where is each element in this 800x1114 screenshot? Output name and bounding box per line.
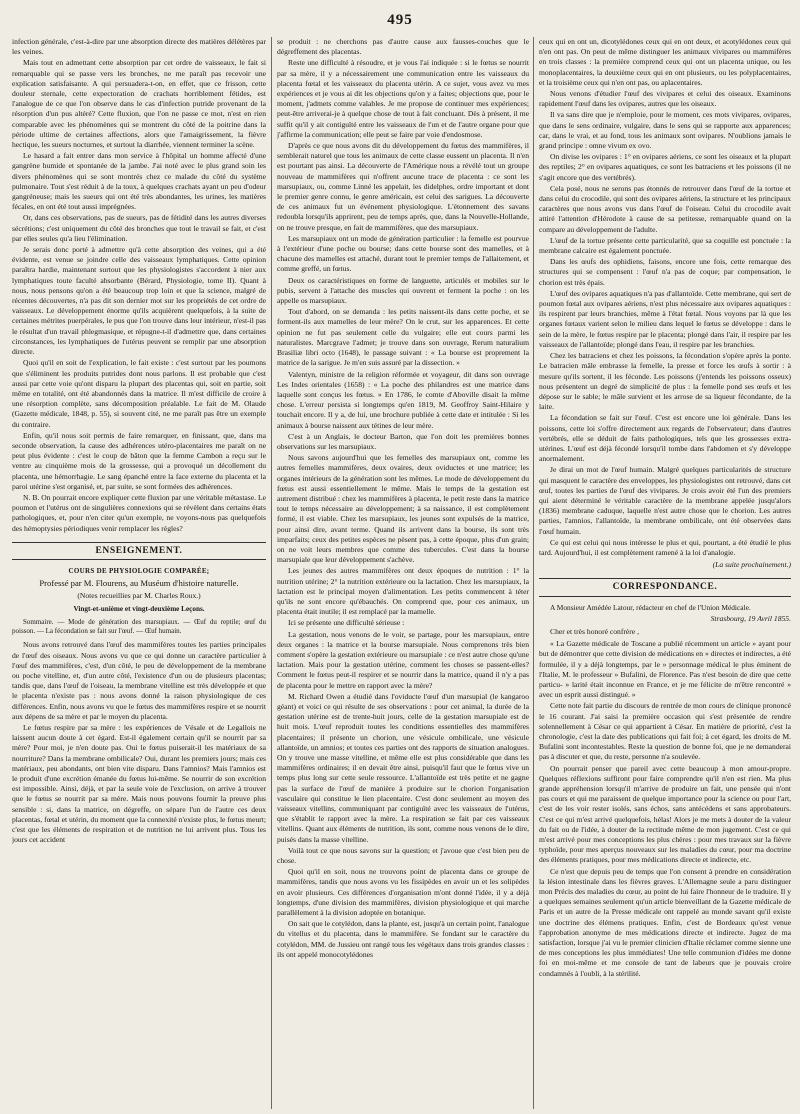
paragraph: On sait que le cotylédon, dans la plante, est, jusqu'à un certain point, l'analogue du vitellus et du placenta, dans le mammifère. Se fondant sur le caractère du cotylédon, MM. de Jussieu ont rangé tous les végétaux dans trois grandes classes : ils ont appelé monocotylédones: [277, 919, 529, 959]
column-rule-right: [533, 37, 534, 1109]
paragraph: L'œuf des ovipares aquatiques n'a pas d'allantoïde. Cette membrane, qui sert de poumon fœtal aux ovipares aériens, n'est plus nécessaire aux ovipares aquatiques : ils respirent par leurs branchies, même à l'état fœtal. Nous voyons par là que les organes fœtaux varient selon le milieu dans lequel le fœtus se développe : dans le sein de la mère, le fœtus respire par le placenta; plongé dans l'air, il respire par les vaisseaux de l'allantoïde; plongé dans l'eau, il respire par les branchies.: [539, 288, 791, 349]
paragraph: Je dirai un mot de l'œuf humain. Malgré quelques particularités de structure qui masquent le caractère des enveloppes, les physiologistes ont retrouvé, dans cet œuf, toutes les parties de l'œuf des vivipares. Je crois avoir été l'un des premiers qui aient déterminé le véritable caractère de la membrane appelée jusqu'alors (1836) membrane caduque, laquelle n'est autre chose que le chorion. Les autres parties, l'amnios, l'allantoïde, la membrane ombilicale, ont été observées dans l'œuf humain.: [539, 465, 791, 536]
lecture-numbers: Vingt-et-unième et vingt-deuxième Leçons.: [73, 605, 205, 614]
paragraph: Je serais donc porté à admettre qu'à cette absorption des veines, qui a été évidente, est venue se joindre celle des vaisseaux lymphatiques. Cette opinion paraîtra hardie, maintenant surtout que les physiologistes s'accordent à nier aux lymphatiques toute faculté absorbante (Bérard, Physiologie, tome II). Quant à nous, nous pensons qu'on a été beaucoup trop loin et que la science, malgré de récentes découvertes, n'a pas dit son dernier mot sur les propriétés de cet ordre de vaisseaux. Le développement énorme qu'ils acquièrent quelquefois, à la suite de certaines métrites puerpérales, le pus que l'on trouve dans leur intérieur, n'est-il pas le résultat d'un travail phlegmasique, et répugne-t-il d'admettre que, dans certaines circonstances, les lymphatiques de l'utérus peuvent se remplir par une absorption directe.: [12, 245, 266, 357]
paragraph: Mais tout en admettant cette absorption par cet ordre de vaisseaux, le fait si remarquable qui se passe vers les bronches, ne me paraît pas recevoir une explication satisfaisante. A qui persuadera-t-on, en effet, que ce frisson, cette douleur sternale, cette expectoration de crachats horriblement fétides, est l'analogue de ce que l'on observe dans le cas d'infection putride provenant de la résorption d'un pus altéré? Cette fluxion, que l'on ne passe ce mot, n'est en rien comparable avec les phénomènes qui se montrent du côté de la poitrine dans la période ultime de certaines affections, alors que l'amaigrissement, la fièvre hectique, les sueurs nocturnes, et surtout la diarrhée, viennent terminer la scène.: [12, 58, 266, 150]
paragraph: Deux os caractéristiques en forme de languette, articulés et mobiles sur le pubis, servent à l'attache des muscles qui ouvrent et ferment la poche : on les appelle os marsupiaux.: [277, 275, 529, 306]
paragraph: Reste une difficulté à résoudre, et je vous l'ai indiquée : si le fœtus se nourrit par sa mère, il y a nécessairement une communication entre les vaisseaux du placenta fœtal et les vaisseaux du placenta utérin. A ce sujet, vous avez vu mes expériences et je vous ai dit les objections qu'on y a faites; objections que, pour le moment, j'admets comme valables. Je me propose de continuer mes expériences; peut-être arriverai-je à quelque chose de tout à fait concluant. Dès à présent, il me suffit qu'il y ait contiguïté entre les vaisseaux de l'un et de l'autre organe pour que j'affirme la communication; elle peut se faire par voie d'endosmose.: [277, 58, 529, 139]
paragraph: On pourrait penser que pareil avec cette beaucoup à mon amour-propre. Quelques réflexions suffiront pour faire comprendre qu'il n'en est rien. Ma plus grande appréhension lorsqu'il m'arrive de produire un fait, une pensée qui n'ont pas cours et qui me paraissent de quelque importance pour la science ou pour l'art, c'est de les voir rester isolés, sans échos, sans antécédens et sans approbateurs. C'est ce qui m'est arrivé quelquefois, hélas! Alors je me mets à douter de la valeur du fait ou de l'idée, à douter de la rectitude même de mon jugement. C'est ce qui m'est arrivé pour mes conceptions les plus chères : pour mes travaux sur la fièvre typhoïde, pour mes aperçus nouveaux sur les maladies du cœur, pour ma doctrine des éléments pratiques, pour mes médications directe et indirecte, etc.: [539, 763, 791, 865]
section-title-correspondance: CORRESPONDANCE.: [539, 578, 791, 596]
paragraph: Le fœtus respire par sa mère : les expériences de Vésale et de Legallois ne laissent aucun doute à cet égard. Est-il également certain qu'il se nourrit par sa mère? Pour moi, je n'en doute pas. Oui le fœtus puiserait-il les matériaux de sa nourriture? Dans la membrane ombilicale? Oui, durant les premiers jours; mais ces matériaux, peu abondants, ont bien vite disparu. Dans l'amnios? Mais l'amnios est le produit d'une excrétion émanée du fœtus lui-même. Se nourrir de son excrétion est impossible. Ainsi, déjà, et par la seule voie de l'exclusion, on arrive à trouver que le fœtus se nourrit par sa mère. Mais nous pouvons fournir la preuve plus sensible : si, dans la matrice, on dégreffe, on sépare l'un de l'autre ces deux placentas, fœtal et utérin, du moment que la connexité n'existe plus, le fœtus meurt; c'est que les éléments de respiration et de nutrition ne lui arrivent plus. Tous les jours cet accident: [12, 723, 266, 845]
paragraph: Chez les batraciens et chez les poissons, la fécondation s'opère après la ponte. Le batracien mâle embrasse la femelle, la presse et force les œufs à sortir : à mesure qu'ils sortent, il les féconde. Les poissons (j'entends les poissons osseux) nous présentent un degré de simplicité de plus : la femelle pond ses œufs et les dépose sur le sable; le mâle survient et les arrose de sa liqueur fécondante, de la laite.: [539, 351, 791, 412]
paragraph: On divise les ovipares : 1° en ovipares aériens, ce sont les oiseaux et la plupart des reptiles; 2° en ovipares aquatiques, ce sont les batraciens et les poissons (il ne s'agit encore que des vertébrés).: [539, 152, 791, 182]
paragraph: Les marsupiaux ont un mode de génération particulier : la femelle est pourvue à l'extérieur d'une poche ou bourse; dans cette bourse sont des mamelles, et à chacune des mamelles est attaché, durant tout le premier temps de l'allaitement, et comme greffé, un fœtus.: [277, 233, 529, 274]
letter-addressee: A Monsieur Amédée Latour, rédacteur en chef de l'Union Médicale.: [550, 602, 751, 612]
column-middle: [277, 37, 529, 1109]
column-rule-left: [271, 37, 272, 1109]
paragraph: Quoi qu'il en soit, nous ne trouvons point de placenta dans ce groupe de mammifères, tandis que nous avons vu les fissipèdes en avoir un et les solipèdes en avoir plusieurs. Ces différences d'organisation m'ont donné l'idée, il y a déjà longtemps, d'une division des mammifères, division physiologique et qui marche parallèlement à la division adoptée en botanique.: [277, 867, 529, 918]
paragraph: Nous savons aujourd'hui que les femelles des marsupiaux ont, comme les autres femelles mammifères, deux ovaires, deux oviductes et une matrice; les organes intérieurs de la génération sont les mêmes. Le mode de développement du fœtus est aussi essentiellement le même. Mais le temps de la gestation est autrement distribué : chez les mammifères à placenta, le petit reste dans la matrice tout le temps nécessaire au développement; à sa naissance, il est complètement formé, il est viable. Chez les marsupiaux, les jeunes sont expulsés de la matrice, pour ainsi dire, avant terme. Quand ils arrivent dans la bourse, ils sont très imparfaits; ceux des petites espèces ne pèsent pas, à cette époque, plus d'un grain; on ne voit leurs membres que comme des tubercules. C'est dans la bourse marsupiale que leur développement s'achève.: [277, 453, 529, 565]
paragraph: Les jeunes des autres mammifères ont deux époques de nutrition : 1° la nutrition utérine; 2° la nutrition extérieure ou la lactation. Chez les marsupiaux, la lactation est le principal moyen d'alimentation. Les petits commencent à téter qu'ils ne sont encore qu'ébauchés. On comprend que, pour ces animaux, un placenta était inutile; il est remplacé par la mamelle.: [277, 566, 529, 617]
column-left: [12, 37, 266, 1109]
paragraph: Nous venons d'étudier l'œuf des vivipares et celui des oiseaux. Examinons rapidement l'œuf dans les ovipares, autres que les oiseaux.: [539, 89, 791, 109]
paragraph: ceux qui en ont un, dicotylédones ceux qui en ont deux, et acotylédones ceux qui n'en ont pas. On peut de même distinguer les animaux vivipares ou mammifères en trois classes : la première comprend ceux qui ont un placenta unique, ou les monoplacentaires, la deuxième ceux qui en ont plusieurs, ou les polyplacentaires, et la troisième ceux qui n'en ont pas, ou aplacentaires.: [539, 37, 791, 87]
paragraph: Tout d'abord, on se demanda : les petits naissent-ils dans cette poche, et se forment-ils aux mamelles de leur mère? On le crut, sur les apparences. Et cette opinion ne fut pas seulement celle du vulgaire; elle eut cours parmi les naturalistes. Marcgrave l'admet; je trouve dans son ouvrage, Rerum naturalium Brasiliæ libri octo (1648), le passage suivant : « La bourse est proprement la matrice de la sarigue. Je m'en suis assuré par la dissection. »: [277, 307, 529, 368]
paragraph: M. Richard Owen a étudié dans l'oviducte l'œuf d'un marsupial (le kangaroo géant) et voici ce qui résulte de ses observations : pour cet animal, la durée de la gestation utérine est de trente-huit jours, celle de la gestation marsupiale est de huit mois. L'œuf reproduit toutes les conditions essentielles des mammifères placentaires; il présente un chorion, une vésicule ombilicale, une vésicule allantoïde, un amnios; et toutes ces parties ont des rapports de situation analogues. On y trouve une masse vitelline, et même elle est plus considérable que dans les mammifères ordinaires; il en devait être ainsi, puisqu'il faut que le fœtus vive un temps plus long sur cette seule ressource. L'allantoïde est très petite et ne gagne pas la surface de l'œuf de manière à produire sur le chorion l'organisation vasculaire qui constitue le lien placentaire. C'est donc seulement au moyen des vaisseaux vitellins, communiquant par contiguïté avec les vaisseaux de l'utérus, que s'établit le rapport avec la mère. La respiration se fait par ces vaisseaux vitellins. Quant aux éléments de nutrition, ils sont, comme nous venons de le dire, puisés dans la masse vitelline.: [277, 691, 529, 844]
paragraph: Cela posé, nous ne serons pas étonnés de retrouver dans l'œuf de la tortue et dans celui du crocodile, qui sont des ovipares aériens, la structure et les principaux caractères que nous avons vus dans l'œuf de l'oiseau. Celui du crocodile avait attiré l'attention d'Hérodote à cause de sa petitesse, remarquable quand on la compare au développement de l'adulte.: [539, 183, 791, 234]
paragraph: Nous avons retrouvé dans l'œuf des mammifères toutes les parties principales de l'œuf des oiseaux. Nous avons vu que ce qui donne un caractère particulier à l'œuf des mammifères, c'est, d'un côté, le peu de développement de la membrane ou poche vitelline, et, d'un autre côté, l'existence d'un ou de plusieurs placentas; tandis que, dans l'œuf de l'oiseau, la membrane vitelline est très développée et que le placenta n'existe pas : nous avons donné la raison physiologique de ces différences. Enfin, nous avons vu que le fœtus des mammifères respire et se nourrit aux dépens de sa mère et par le moyen du placenta.: [12, 640, 266, 721]
paragraph: Dans les œufs des ophidiens, faisons, encore une fois, cette remarque des structures qui se compensent : l'œuf n'a pas de coque; par compensation, le chorion est très épais.: [539, 257, 791, 287]
to-be-continued: (La suite prochainement.): [712, 560, 791, 570]
paragraph: Ce qui est celui qui nous intéresse le plus et qui, pourtant, a été étudié le plus tard. Aujourd'hui, il est complètement ramené à la loi d'analogie.: [539, 537, 791, 557]
paragraph: N. B. On pourrait encore expliquer cette fluxion par une véritable métastase. Le poumon et l'utérus ont de singulières connexions qui se révèlent dans certains états pathologiques, et, pour n'en citer qu'un exemple, ne voyons-nous pas quelquefois des hémoptysies périodiques venir remplacer les règles?: [12, 492, 266, 533]
section-title-enseignement: ENSEIGNEMENT.: [12, 542, 266, 560]
paragraph: C'est à un Anglais, le docteur Barton, que l'on doit les premières bonnes observations sur les marsupiaux.: [277, 431, 529, 451]
paragraph: L'œuf de la tortue présente cette particularité, que sa coquille est ponctuée : la membrane calcaire est également ponctuée.: [539, 235, 791, 256]
paragraph: Le hasard a fait entrer dans mon service à l'hôpital un homme affecté d'une gangrène humide et spontanée de la jambe. J'ai noté avec le plus grand soin les divers phénomènes qui se sont montrés chez ce malade du côté du système pulmonaire. Tout s'est réduit à de la toux, à quelques crachats ayant un peu d'odeur gangréneuse; mais les sueurs qui ont été très abondantes, les urines, les matières fécales, en ont été tout aussi imprégnées.: [12, 151, 266, 212]
paragraph: infection générale, c'est-à-dire par une absorption directe des matières délétères par les veines.: [12, 37, 266, 57]
column-right: [539, 37, 791, 1109]
paragraph: Ce n'est que depuis peu de temps que l'on consent à prendre en considération la lésion intestinale dans les fièvres graves. L'Allemagne seule a paru distinguer mon Précis des maladies du cœur, au point de lui faire l'honneur de le traduire. Il y a quelques semaines seulement qu'un article bienveillant de la Gazette médicale de Paris et un autre de la Presse médicale ont rappelé au monde savant qu'il existe une doctrine des élémens pratiques. Enfin, c'est de Bordeaux qu'est venue l'approbation anonyme de mes médications directe et indirecte. Jugez de ma satisfaction, lorsque j'ai vu le premier clinicien d'Italie réclamer comme sienne une de mes conceptions les plus immédiates! Une telle communion d'idées me donne foi en moi-même et me console de tant de labeurs que je pouvais croire condamnés à l'oubli, à la stérilité.: [539, 866, 791, 978]
paragraph: Enfin, qu'il nous soit permis de faire remarquer, en finissant, que, dans ma seconde observation, la cause des adhérences utéro-placentaires me paraît on ne peut plus évidente : c'est le coup de bâton que la femme Cambon a reçu sur le ventre au cinquième mois de la grossesse, qui a provoqué un décollement du placenta, une hémorrhagie. Le sang épanché entre la face externe du placenta et la paroi utérine s'est organisé, et, par suite, se sont formées des adhérences.: [12, 430, 266, 491]
paragraph: D'après ce que nous avons dit du développement du fœtus des mammifères, il semblerait naturel que tous les animaux de cette classe eussent un placenta. Il n'en est pourtant pas ainsi. La découverte de l'Amérique nous a révélé tout un groupe nouveau de mammifères qui n'offrent aucune trace de placenta : ce sont les marsupiaux, ou, comme Linné les appelait, les didelphes, ordre important et dont le premier genre connu, le genre américain, est celui des sarigues. La découverte de ces animaux fut un événement physiologique. L'étonnement des savans redoubla lorsqu'ils apprirent, peu de temps après, que, dans la Nouvelle-Hollande, on ne trouve presque, en fait de mammifères, que des marsupiaux.: [277, 141, 529, 232]
professor-line: Professé par M. Flourens, au Muséum d'histoire naturelle.: [39, 578, 239, 589]
notes-credit: (Notes recueillies par M. Charles Roux.): [77, 591, 201, 601]
paragraph: Il va sans dire que je n'emploie, pour le moment, ces mots vivipares, ovipares, que dans le sens ordinaire, vulgaire, dans le sens qui se rapporte aux apparences; car, dans le vrai, et au fond, tous les animaux sont ovipares. N'oublions jamais le grand principe : omne vivum ex ovo.: [539, 110, 791, 151]
paragraph: Voilà tout ce que nous savons sur la question; et j'avoue que c'est bien peu de chose.: [277, 845, 529, 866]
paragraph: La gestation, nous venons de le voir, se partage, pour les marsupiaux, entre deux organes : la matrice et la bourse marsupiale. Nous comprenons très bien comment s'opère la gestation extérieure ou marsupiale : ce n'est autre chose qu'une lactation. Mais pour la gestation utérine, comment les choses se passent-elles? Comment le fœtus peut-il respirer et se nourrir dans la matrice, quand il n'y a pas de placenta pour le mettre en rapport avec la mère?: [277, 629, 529, 690]
course-title: COURS DE PHYSIOLOGIE COMPARÉE;: [68, 566, 210, 575]
paragraph: Quoi qu'il en soit de l'explication, le fait existe : c'est surtout par les poumons que s'éliminent les produits putrides dont nous parlons. Il est probable que c'est aussi par cette voie qu'ont disparu la plupart des placentas qui, soit en partie, soit même en totalité, ont été abandonnés dans la matrice. Il m'est difficile de croire à une résorption complète, sans décomposition préalable. Le fait de M. Olaude (Gazette médicale, 1848, p. 55), si souvent cité, ne me paraît pas être un exemple du contraire.: [12, 358, 266, 429]
paragraph: se produit : ne cherchons pas d'autre cause aux fausses-couches que le dégreffement des placentas.: [277, 37, 529, 57]
paragraph: « La Gazette médicale de Toscane a publié récemment un article » ayant pour but de démontrer que cette division de médications en » directes et indirectes, a été formulée, il y a déjà longtemps, par le » personnage médical le plus éminent de l'Italie, M. le professeur » Bufalini, de Florence. Pas n'est besoin de dire que cette particu- » larité était inconnue en France, et je me félicite de m'être rencontré » avec un esprit aussi distingué. »: [539, 639, 791, 700]
page-number: 495: [387, 12, 413, 28]
summary: Sommaire. — Mode de génération des marsupiaux. — Œuf du reptile; œuf du poisson. — La fécondation se fait sur l'œuf. — Œuf humain.: [12, 617, 266, 635]
paragraph: Valentyn, ministre de la religion réformée et voyageur, dit dans son ouvrage Les Indes orientales (1658) : « La poche des philandres est une matrice dans laquelle sont conçus les fœtus. » En 1786, le comte d'Aboville disait la même chose. L'erreur persista si longtemps qu'en 1819, M. Geoffroy Saint-Hilaire y touchait encore. Il y a, de lui, une brochure publiée à cette date et intitulée : Si les animaux à bourse naissent aux tétines de leur mère.: [277, 369, 529, 430]
paragraph: La fécondation se fait sur l'œuf. C'est est encore une loi générale. Dans les poissons, cette loi s'offre directement aux regards de l'observateur; dans d'autres vertébrés, elle se déduit de faits pathologiques, tels que les grossesses extra-utérines. L'œuf est déjà fécondé lorsqu'il tombe dans l'abdomen et s'y développe anormalement.: [539, 413, 791, 464]
paragraph: Or, dans ces observations, pas de sueurs, pas de fétidité dans les autres diverses sécrétions; c'est uniquement du côté des bronches que tout le travail se fait, et c'est par elles seules qu'a lieu l'élimination.: [12, 213, 266, 243]
letter-dateline: Strasbourg, 19 Avril 1855.: [710, 613, 791, 623]
letter-greeting: Cher et très honoré confrère ,: [550, 626, 639, 636]
paragraph: Ici se présente une difficulté sérieuse :: [288, 618, 405, 628]
paragraph: Cette note fait partie du discours de rentrée de mon cours de clinique prononcé le 16 courant. J'ai saisi la première occasion qui s'est présentée de rendre solennellement à César ce qui appartient à César. En matière de priorité, c'est la chronologie, c'est la date des publications qui fait foi; à cet égard, les droits de M. Bufalini sont incontestables. Reste la question de bonne foi, que je ne demanderai pas à discuter et que, du reste, personne n'a soulevée.: [539, 701, 791, 762]
